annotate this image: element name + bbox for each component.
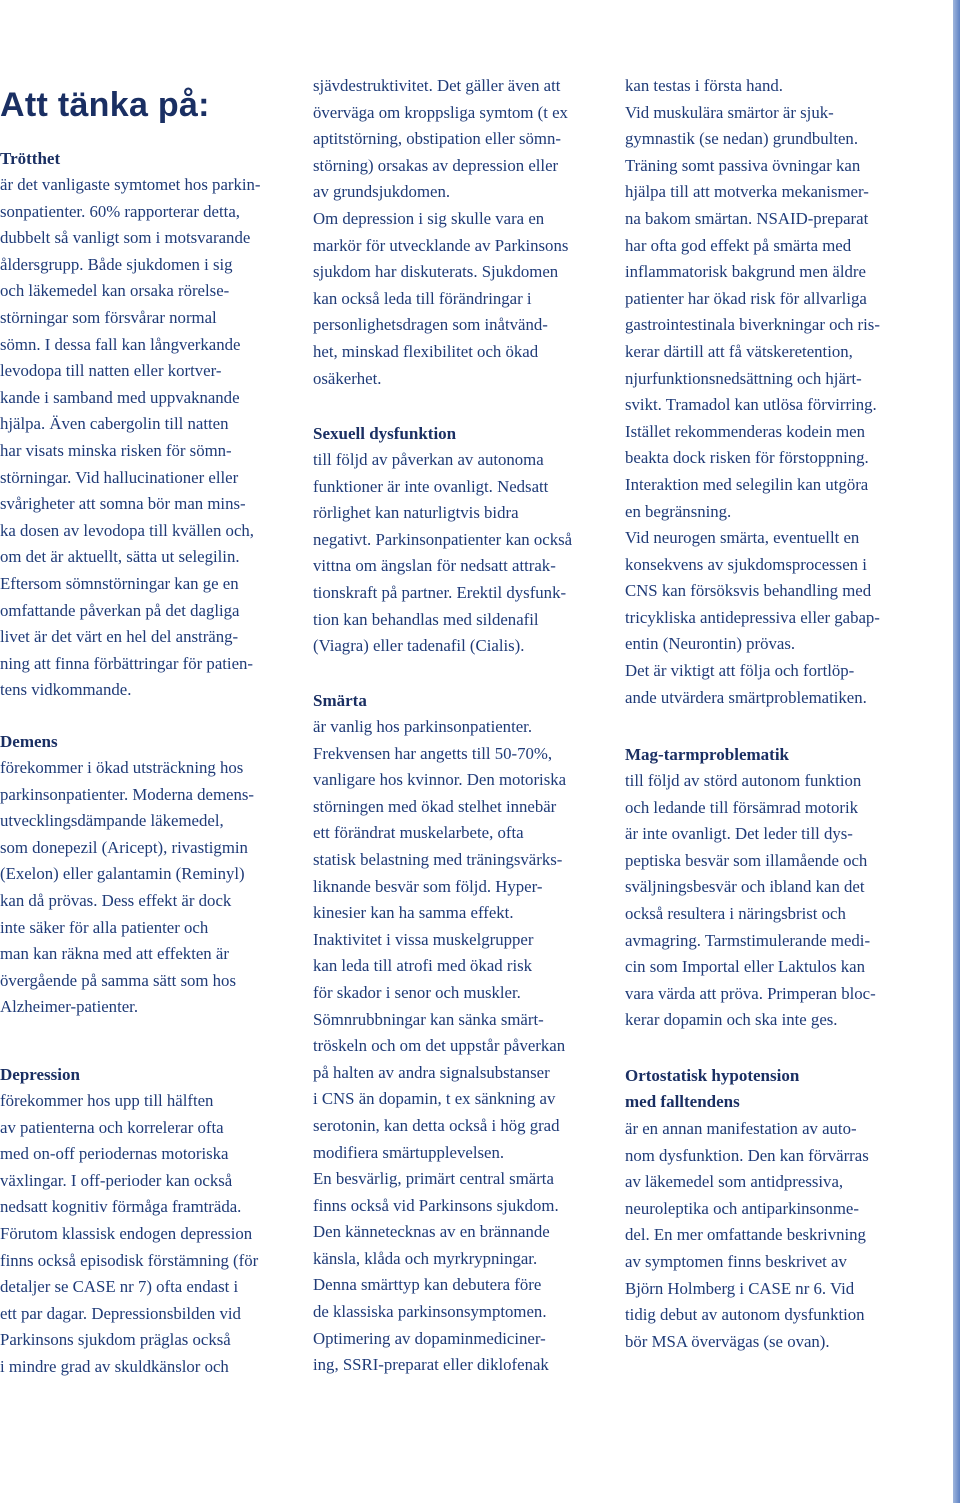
text-line: om det är aktuellt, sätta ut selegilin. (0, 547, 240, 567)
text-line: störningar som försvårar normal (0, 307, 217, 327)
heading-sexuell-dysfunktion: Sexuell dysfunktion (313, 424, 457, 443)
text-line: känsla, klåda och myrkrypningar. (313, 1248, 538, 1268)
text-line: het, minskad flexibilitet och ökad (313, 341, 539, 361)
text-line: kan leda till atrofi med ökad risk (313, 956, 533, 976)
text-line: sväljningsbesvär och ibland kan det (625, 877, 865, 897)
text-line: sömn. I dessa fall kan långverkande (0, 334, 241, 354)
text-line: sonpatienter. 60% rapporterar detta, (0, 201, 240, 221)
text-line: hjälpa. Även cabergolin till natten (0, 414, 229, 434)
text-line: Optimering av dopaminmediciner- (313, 1328, 546, 1348)
text-line: personlighetsdragen som inåtvänd- (313, 315, 548, 335)
paragraph-ortostatisk-hypotension (625, 1116, 869, 1355)
text-line: ande utvärdera smärtproblematiken. (625, 687, 867, 707)
text-line: beakta dock risken för förstoppning. (625, 448, 869, 468)
page-edge-bar (953, 0, 960, 1503)
paragraph-smarta-continued (625, 73, 880, 711)
text-line: övergående på samma sätt som hos (0, 970, 236, 990)
text-line: Denna smärttyp kan debutera före (313, 1275, 542, 1295)
text-line: ning att finna förbättringar för patien- (0, 653, 254, 673)
text-line: har visats minska risken för sömn- (0, 440, 232, 460)
text-line: tens vidkommande. (0, 680, 132, 700)
text-line: som donepezil (Aricept), rivastigmin (0, 837, 248, 857)
page-title: Att tänka på: (0, 86, 210, 124)
paragraph-sexuell-dysfunktion (313, 447, 572, 660)
text-line: överväga om kroppsliga symtom (t ex (313, 102, 568, 122)
text-line: dubbelt så vanligt som i motsvarande (0, 228, 251, 248)
text-line: omfattande påverkan på det dagliga (0, 600, 240, 620)
text-line: tionskraft på partner. Erektil dysfunk- (313, 582, 567, 602)
text-line: gastrointestinala biverkningar och ris- (625, 315, 880, 335)
text-line: förekommer hos upp till hälften (0, 1091, 214, 1110)
text-line: också resultera i näringsbrist och (625, 903, 846, 923)
text-line: aptitstörning, obstipation eller sömn- (313, 129, 561, 149)
text-line: man kan räkna med att effekten är (0, 944, 229, 964)
text-line: och läkemedel kan orsaka rörelse- (0, 281, 230, 301)
text-line: nom dysfunktion. Den kan förvärras (625, 1145, 869, 1165)
text-line: liknande besvär som följd. Hyper- (313, 876, 543, 896)
text-line: njurfunktionsnedsättning och hjärt- (625, 368, 862, 388)
text-line: och ledande till försämrad motorik (625, 797, 859, 817)
text-line: med on-off periodernas motoriska (0, 1144, 229, 1164)
text-line: till följd av påverkan av autonoma (313, 450, 544, 469)
text-line: Den kännetecknas av en brännande (313, 1222, 550, 1242)
text-line: levodopa till natten eller kortver- (0, 361, 222, 381)
text-line: del. En mer omfattande beskrivning (625, 1225, 866, 1245)
text-line: i CNS än dopamin, t ex sänkning av (313, 1089, 556, 1109)
text-line: är det vanligaste symtomet hos parkin- (0, 175, 261, 194)
text-line: Frekvensen har angetts till 50-70%, (313, 743, 553, 763)
text-line: patienter har ökad risk för allvarliga (625, 288, 867, 308)
text-line: Sömnrubbningar kan sänka smärt- (313, 1009, 544, 1029)
text-line: störningar. Vid hallucinationer eller (0, 467, 239, 487)
text-line: kan testas i första hand. (625, 76, 783, 95)
text-line: tidig debut av autonom dysfunktion (625, 1305, 865, 1325)
text-line: modifiera smärtupplevelsen. (313, 1142, 505, 1162)
text-line: Vid muskulära smärtor är sjuk- (625, 102, 834, 122)
paragraph-smarta (313, 714, 566, 1379)
text-line: Inaktivitet i vissa muskelgrupper (313, 929, 534, 949)
text-line: vittna om ängslan för nedsatt attrak- (313, 556, 556, 576)
text-line: av läkemedel som antidpressiva, (625, 1172, 844, 1192)
text-line: entin (Neurontin) prövas. (625, 634, 796, 654)
text-line: av symptomen finns beskrivet av (625, 1251, 847, 1271)
text-line: finns också episodisk förstämning (för (0, 1250, 259, 1270)
text-line: gymnastik (se nedan) grundbulten. (625, 129, 859, 149)
text-line: ett förändrat muskelarbete, ofta (313, 823, 524, 843)
text-line: peptiska besvär som illamående och (625, 850, 868, 870)
text-line: utvecklingsdämpande läkemedel, (0, 811, 224, 831)
text-line: vanligare hos kvinnor. Den motoriska (313, 770, 567, 790)
text-line: detaljer se CASE nr 7) ofta endast i (0, 1277, 239, 1297)
text-line: ett par dagar. Depressionsbilden vid (0, 1303, 241, 1323)
heading-demens: Demens (0, 732, 58, 751)
text-line: har ofta god effekt på smärta med (625, 235, 852, 255)
text-line: bör MSA övervägas (se ovan). (625, 1331, 830, 1351)
text-line: Alzheimer-patienter. (0, 997, 139, 1017)
text-line: kande i samband med uppvaknande (0, 387, 240, 407)
text-line: cin som Importal eller Laktulos kan (625, 957, 866, 977)
text-line: tion kan behandlas med sildenafil (313, 609, 539, 629)
text-line: konsekvens av sjukdomsprocessen i (625, 554, 867, 574)
text-line: på halten av andra signalsubstanser (313, 1062, 550, 1082)
text-line: Förutom klassisk endogen depression (0, 1223, 253, 1243)
text-line: kan då prövas. Dess effekt är dock (0, 890, 232, 910)
text-line: kinesier kan ha samma effekt. (313, 903, 514, 923)
text-line: en begränsning. (625, 501, 732, 521)
text-line: störningen med ökad stelhet innebär (313, 796, 557, 816)
text-line: inte säker för alla patienter och (0, 917, 209, 937)
heading-trotthet: Trötthet (0, 149, 61, 168)
text-line: osäkerhet. (313, 368, 382, 388)
text-line: ing, SSRI-preparat eller diklofenak (313, 1355, 549, 1375)
paragraph-trotthet (0, 172, 261, 704)
heading-mag-tarmproblematik: Mag-tarmproblematik (625, 745, 789, 764)
text-line: Istället rekommenderas kodein men (625, 421, 865, 441)
paragraph-depression (0, 1088, 258, 1381)
text-line: de klassiska parkinsonsymptomen. (313, 1302, 547, 1322)
text-line: Eftersom sömnstörningar kan ge en (0, 573, 239, 593)
text-line: markör för utvecklande av Parkinsons (313, 235, 569, 255)
text-line: hjälpa till att motverka mekanismer- (625, 182, 869, 202)
text-line: Om depression i sig skulle vara en (313, 208, 545, 228)
text-line: ka dosen av levodopa till kvällen och, (0, 520, 254, 540)
text-line: tricykliska antidepressiva eller gabap- (625, 607, 880, 627)
text-line: CNS kan försöksvis behandling med (625, 581, 872, 601)
text-line: förekommer i ökad utsträckning hos (0, 758, 244, 777)
text-line: är inte ovanligt. Det leder till dys- (625, 824, 853, 844)
heading-ortostatisk-hypotension: Ortostatisk hypotension (625, 1066, 800, 1085)
text-line: för skador i senor och muskler. (313, 982, 521, 1002)
text-line: na bakom smärtan. NSAID-preparat (625, 208, 869, 228)
text-line: Vid neurogen smärta, eventuellt en (625, 528, 860, 548)
heading-med-falltendens: med falltendens (625, 1092, 740, 1111)
text-line: inflammatorisk bakgrund men äldre (625, 262, 866, 282)
text-line: sjävdestruktivitet. Det gäller även att (313, 76, 561, 95)
text-line: tröskeln och om det uppstår påverkan (313, 1036, 566, 1056)
text-line: till följd av störd autonom funktion (625, 771, 862, 790)
text-line: är en annan manifestation av auto- (625, 1119, 857, 1138)
paragraph-mag-tarmproblematik (625, 768, 876, 1034)
text-line: kerar därtill att få vätskeretention, (625, 341, 853, 361)
text-line: livet är det värt en hel del ansträng- (0, 627, 239, 647)
text-line: neuroleptika och antiparkinsonme- (625, 1198, 859, 1218)
text-line: avmagring. Tarmstimulerande medi- (625, 930, 871, 950)
text-line: nedsatt kognitiv förmåga framträda. (0, 1197, 242, 1217)
text-line: växlingar. I off-perioder kan också (0, 1170, 233, 1190)
text-line: av grundsjukdomen. (313, 182, 451, 202)
text-line: (Viagra) eller tadenafil (Cialis). (313, 636, 525, 656)
text-line: Det är viktigt att följa och fortlöp- (625, 661, 855, 681)
text-line: Björn Holmberg i CASE nr 6. Vid (625, 1278, 855, 1298)
text-line: sjukdom har diskuterats. Sjukdomen (313, 262, 559, 282)
paragraph-demens (0, 755, 254, 1021)
text-line: rörlighet kan naturligtvis bidra (313, 503, 519, 523)
text-line: vara värda att pröva. Primperan bloc- (625, 983, 876, 1003)
text-line: i mindre grad av skuldkänslor och (0, 1356, 229, 1376)
text-line: störning) orsakas av depression eller (313, 155, 559, 175)
text-line: kan också leda till förändringar i (313, 288, 532, 308)
text-line: serotonin, kan detta också i hög grad (313, 1115, 560, 1135)
text-line: är vanlig hos parkinsonpatienter. (313, 717, 533, 736)
text-line: åldersgrupp. Både sjukdomen i sig (0, 254, 233, 274)
text-line: svikt. Tramadol kan utlösa förvirring. (625, 395, 877, 415)
text-line: svårigheter att somna bör man mins- (0, 494, 246, 514)
text-line: negativt. Parkinsonpatienter kan också (313, 529, 573, 549)
text-line: kerar dopamin och ska inte ges. (625, 1010, 838, 1030)
text-line: parkinsonpatienter. Moderna demens- (0, 784, 254, 804)
text-line: Träning somt passiva övningar kan (625, 155, 861, 175)
text-line: Interaktion med selegilin kan utgöra (625, 474, 869, 494)
text-line: Parkinsons sjukdom präglas också (0, 1330, 231, 1350)
text-line: finns också vid Parkinsons sjukdom. (313, 1195, 559, 1215)
text-line: (Exelon) eller galantamin (Reminyl) (0, 864, 245, 884)
heading-smarta: Smärta (313, 691, 367, 710)
heading-depression: Depression (0, 1065, 80, 1084)
text-line: statisk belastning med träningsvärks- (313, 849, 563, 869)
text-line: av patienterna och korrelerar ofta (0, 1117, 224, 1137)
text-line: funktioner är inte ovanligt. Nedsatt (313, 476, 549, 496)
paragraph-depression-continued (313, 73, 568, 392)
text-line: En besvärlig, primärt central smärta (313, 1169, 554, 1189)
